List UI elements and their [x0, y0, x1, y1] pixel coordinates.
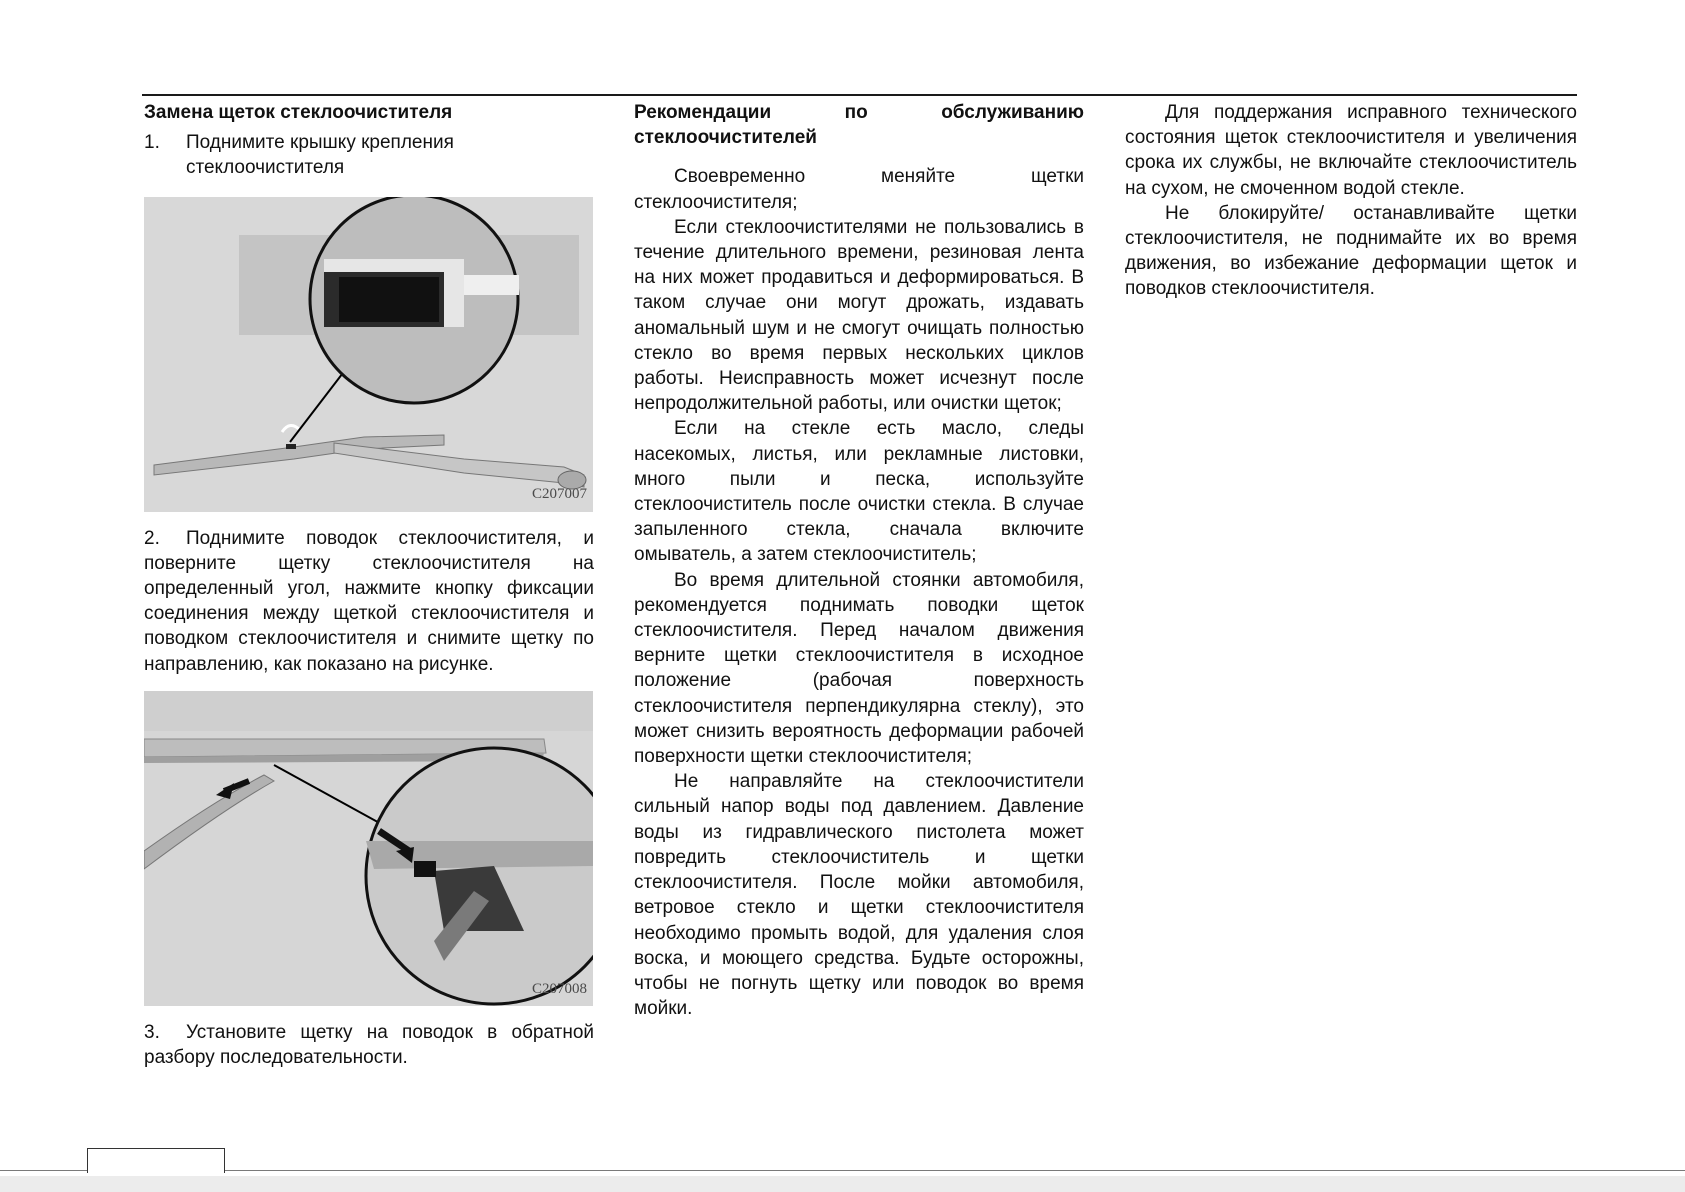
step-1 — [144, 130, 594, 180]
header-rule — [142, 94, 1577, 96]
footer-rule — [0, 1170, 1685, 1171]
paragraph: Во время длительной стоянки автомобиля, рекомендуется поднимать поводки щеток стеклоочистителя. Перед началом движения верните щетки стеклоочистителя в исходное положение (рабочая поверхность стеклоочистителя перпендикулярна стеклу), это может снизить вероятность деформации рабочей поверхности щетки стеклоочистителя; — [634, 569, 1084, 768]
paragraph: Для поддержания исправного технического состояния щеток стеклоочистителя и увеличения срока их службы, не включайте стеклоочиститель на сухом, не смоченном водой стекле. — [1125, 102, 1577, 199]
wiper-removal-illustration — [144, 691, 593, 1006]
step-number: 1. — [144, 132, 160, 154]
step-text: Поднимите поводок стеклоочистителя, и поверните щетку стеклоочистителя на определенный угол, нажмите кнопку фиксации соединения между щеткой стеклоочистителя и поводком стеклоочистителя и снимите щетку по направлению, как показано на рисунке. — [144, 527, 594, 675]
step-number: 2. — [144, 527, 160, 549]
figure-wiper-removal — [144, 691, 593, 1006]
wiper-cover-illustration — [144, 197, 593, 512]
paragraph: Не блокируйте/ останавливайте щетки стеклоочистителя, не поднимайте их во время движения, во избежание деформации щеток и поводков стеклоочистителя. — [1125, 202, 1577, 300]
paragraph: Если на стекле есть масло, следы насекомых, листья, или рекламные листовки, много пыли и песка, используйте стеклоочиститель после очистки стекла. В случае запыленного стекла, сначала включите омыватель, а затем стеклоочиститель; — [634, 418, 1084, 566]
paragraph: Если стеклоочистителями не пользовались в течение длительного времени, резиновая лента на них может продавиться и деформироваться. В таком случае они могут дрожать, издавать аномальный шум и не смогут очищать полностью стекло во время первых нескольких циклов работы. Неисправность может исчезнут после непродолжительной работы, или очистки щеток; — [634, 216, 1084, 415]
paragraph: Своевременно меняйте щетки стеклоочистителя; — [634, 166, 1084, 213]
middle-column — [634, 100, 1084, 1021]
right-column — [1125, 100, 1577, 302]
figure-code: C207007 — [531, 486, 587, 503]
paragraph: Не направляйте на стеклоочистители сильный напор воды под давлением. Давление воды из гидравлического пистолета может повредить стеклоочиститель и щетки стеклоочистителя. После мойки автомобиля, ветровое стекло и щетки стеклоочистителя необходимо промыть водой, для удаления слоя воска, и моющего средства. Будьте осторожны, чтобы не погнуть щетку или поводок во время мойки. — [634, 771, 1084, 1020]
step-2 — [144, 526, 594, 677]
step-3 — [144, 1020, 594, 1070]
section-title-maintenance: Рекомендации по обслуживанию стеклоочистителей — [634, 102, 1084, 149]
step-text: Поднимите крышку крепления стеклоочистителя — [186, 132, 454, 179]
step-number: 3. — [144, 1021, 160, 1043]
figure-code: C207008 — [531, 980, 587, 997]
section-title-wiper-replacement: Замена щеток стеклоочистителя — [144, 102, 453, 123]
page-number-tab — [87, 1148, 225, 1173]
footer-band — [0, 1176, 1685, 1192]
step-text: Установите щетку на поводок в обратной разбору последовательности. — [144, 1021, 594, 1069]
left-column — [144, 100, 594, 1070]
figure-wiper-cover — [144, 197, 593, 512]
